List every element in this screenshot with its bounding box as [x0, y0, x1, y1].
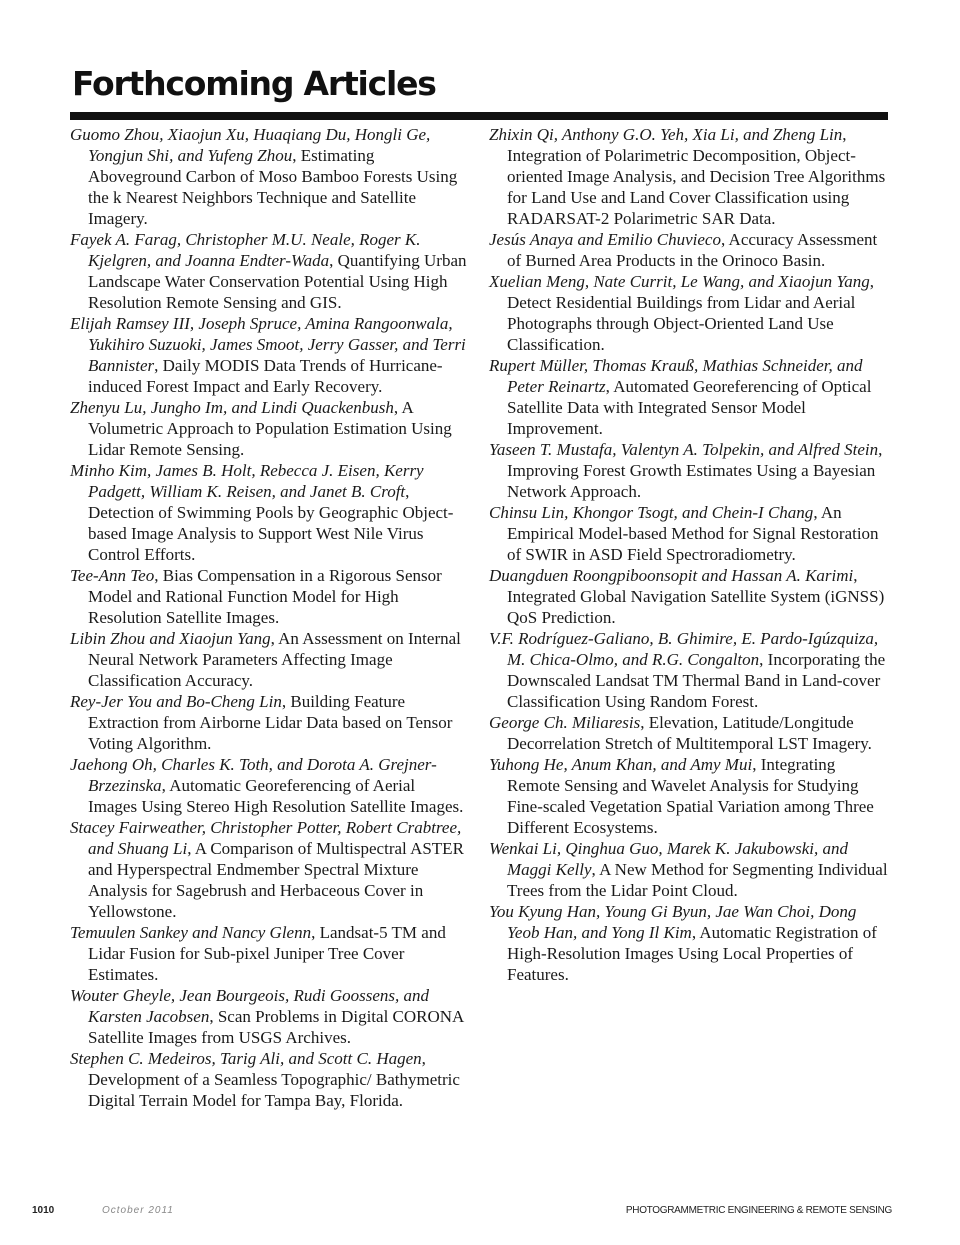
journal-name: PHOTOGRAMMETRIC ENGINEERING & REMOTE SENSING [625, 1205, 892, 1216]
article-authors: Xuelian Meng, Nate Currit, Le Wang, and Xiaojun Yang [489, 272, 870, 291]
article-entry: Yuhong He, Anum Khan, and Amy Mui, Integrating Remote Sensing and Wavelet Analysis for Studying Fine-scaled Vegetation Spatial Variation among Three Different Ecosystems. [489, 755, 874, 837]
article-title: Automated Georeferencing of Optical Satellite Data with Integrated Sensor Model Improvement. [507, 377, 872, 438]
article-authors: George Ch. Miliaresis [489, 713, 641, 732]
article-entry: Yaseen T. Mustafa, Valentyn A. Tolpekin, and Alfred Stein, Improving Forest Growth Estimates Using a Bayesian Network Approach. [489, 440, 883, 501]
article-title: Estimating Aboveground Carbon of Moso Bamboo Forests Using the k Nearest Neighbors Technique and Satellite Imagery. [88, 146, 458, 228]
article-entry: Wenkai Li, Qinghua Guo, Marek K. Jakubowski, and Maggi Kelly, A New Method for Segmenting Individual Trees from the Lidar Point Cloud. [489, 839, 888, 900]
article-title: Improving Forest Growth Estimates Using a Bayesian Network Approach. [507, 461, 876, 501]
article-title: Automatic Georeferencing of Aerial Images Using Stereo High Resolution Satellite Images. [88, 776, 464, 816]
article-authors: Libin Zhou and Xiaojun Yang [70, 629, 271, 648]
page-footer [32, 1205, 892, 1221]
article-authors: Wenkai Li, Qinghua Guo, Marek K. Jakubowski, and Maggi Kelly [489, 839, 849, 879]
article-title: Elevation, Latitude/Longitude Decorrelation Stretch of Multitemporal LST Imagery. [507, 713, 872, 753]
article-title: Building Feature Extraction from Airborne Lidar Data based on Tensor Voting Algorithm. [88, 692, 453, 753]
article-authors: Yuhong He, Anum Khan, and Amy Mui [489, 755, 753, 774]
article-entry: Libin Zhou and Xiaojun Yang, An Assessment on Internal Neural Network Parameters Affecting Image Classification Accuracy. [70, 629, 461, 690]
article-title: Integrated Global Navigation Satellite System (iGNSS) QoS Prediction. [507, 587, 885, 627]
article-authors: Minho Kim, James B. Holt, Rebecca J. Eisen, Kerry Padgett, William K. Reisen, and Janet B. Croft [70, 461, 424, 501]
article-title: A Comparison of Multispectral ASTER and Hyperspectral Endmember Spectral Mixture Analysis for Sagebrush and Herbaceous Cover in Yellowstone. [88, 839, 464, 921]
article-authors: Duangduen Roongpiboonsopit and Hassan A. Karimi [489, 566, 854, 585]
article-entry: Wouter Gheyle, Jean Bourgeois, Rudi Goossens, and Karsten Jacobsen, Scan Problems in Digital CORONA Satellite Images from USGS Archives. [70, 986, 464, 1047]
article-authors: Jesús Anaya and Emilio Chuvieco [489, 230, 721, 249]
article-authors: Rey-Jer You and Bo-Cheng Lin [70, 692, 282, 711]
article-entry: Zhenyu Lu, Jungho Im, and Lindi Quackenbush, A Volumetric Approach to Population Estimation Using Lidar Remote Sensing. [70, 398, 452, 459]
article-entry: Fayek A. Farag, Christopher M.U. Neale, Roger K. Kjelgren, and Joanna Endter-Wada, Quantifying Urban Landscape Water Conservation Potential Using High Resolution Remote Sensing and GIS. [70, 230, 467, 312]
article-authors: Temuulen Sankey and Nancy Glenn [70, 923, 312, 942]
article-entry: Guomo Zhou, Xiaojun Xu, Huaqiang Du, Hongli Ge, Yongjun Shi, and Yufeng Zhou, Estimating Aboveground Carbon of Moso Bamboo Forests Using the k Nearest Neighbors Technique and Satellite Imagery. [70, 125, 458, 228]
article-title: Detection of Swimming Pools by Geographic Object-based Image Analysis to Support West Nile Virus Control Efforts. [88, 503, 454, 564]
article-authors: Fayek A. Farag, Christopher M.U. Neale, Roger K. Kjelgren, and Joanna Endter-Wada [70, 230, 421, 270]
article-entry: Minho Kim, James B. Holt, Rebecca J. Eisen, Kerry Padgett, William K. Reisen, and Janet B. Croft, Detection of Swimming Pools by Geographic Object-based Image Analysis to Support West Nile Virus Control Efforts. [70, 461, 454, 564]
article-title: Quantifying Urban Landscape Water Conservation Potential Using High Resolution Remote Sensing and GIS. [88, 251, 467, 312]
page-title: Forthcoming Articles [72, 64, 436, 103]
article-authors: Stephen C. Medeiros, Tarig Ali, and Scott C. Hagen [70, 1049, 422, 1068]
article-entry: Jesús Anaya and Emilio Chuvieco, Accuracy Assessment of Burned Area Products in the Orinoco Basin. [489, 230, 878, 270]
right-column [489, 124, 891, 985]
article-title: Development of a Seamless Topographic/ Bathymetric Digital Terrain Model for Tampa Bay, Florida. [88, 1070, 460, 1110]
article-authors: Chinsu Lin, Khongor Tsogt, and Chein-I Chang [489, 503, 814, 522]
article-entry: Xuelian Meng, Nate Currit, Le Wang, and Xiaojun Yang, Detect Residential Buildings from Lidar and Aerial Photographs through Object-Oriented Land Use Classification. [489, 272, 875, 354]
article-title: A New Method for Segmenting Individual Trees from the Lidar Point Cloud. [507, 860, 888, 900]
issue-date: October 2011 [102, 1205, 174, 1216]
article-entry: George Ch. Miliaresis, Elevation, Latitude/Longitude Decorrelation Stretch of Multitemporal LST Imagery. [489, 713, 872, 753]
article-entry: Rey-Jer You and Bo-Cheng Lin, Building Feature Extraction from Airborne Lidar Data based on Tensor Voting Algorithm. [70, 692, 453, 753]
article-title: An Assessment on Internal Neural Network Parameters Affecting Image Classification Accuracy. [88, 629, 461, 690]
article-authors: Stacey Fairweather, Christopher Potter, Robert Crabtree, and Shuang Li [70, 818, 462, 858]
article-title: Landsat-5 TM and Lidar Fusion for Sub-pixel Juniper Tree Cover Estimates. [88, 923, 446, 984]
article-entry: V.F. Rodríguez-Galiano, B. Ghimire, E. Pardo-Igúzquiza, M. Chica-Olmo, and R.G. Congalton, Incorporating the Downscaled Landsat TM Thermal Band in Land-cover Classification Using Random Forest. [489, 629, 886, 711]
article-authors: Jaehong Oh, Charles K. Toth, and Dorota A. Grejner-Brzezinska [70, 755, 437, 795]
page-number: 1010 [32, 1205, 55, 1216]
article-entry: Chinsu Lin, Khongor Tsogt, and Chein-I Chang, An Empirical Model-based Method for Signal Restoration of SWIR in ASD Field Spectroradiometry. [489, 503, 879, 564]
article-entry: Stacey Fairweather, Christopher Potter, Robert Crabtree, and Shuang Li, A Comparison of Multispectral ASTER and Hyperspectral Endmember Spectral Mixture Analysis for Sagebrush and Herbaceous Cover in Yellowstone. [70, 818, 464, 921]
article-authors: Rupert Müller, Thomas Krauß, Mathias Schneider, and Peter Reinartz [489, 356, 863, 396]
article-authors: Yaseen T. Mustafa, Valentyn A. Tolpekin, and Alfred Stein [489, 440, 879, 459]
article-authors: Guomo Zhou, Xiaojun Xu, Huaqiang Du, Hongli Ge, Yongjun Shi, and Yufeng Zhou [70, 125, 431, 165]
left-column [70, 124, 468, 1111]
article-title: Integrating Remote Sensing and Wavelet Analysis for Studying Fine-scaled Vegetation Spatial Variation among Three Different Ecosystems. [507, 755, 874, 837]
article-entry: Jaehong Oh, Charles K. Toth, and Dorota A. Grejner-Brzezinska, Automatic Georeferencing of Aerial Images Using Stereo High Resolution Satellite Images. [70, 755, 464, 816]
title-rule [70, 112, 888, 120]
article-authors: Tee-Ann Teo [70, 566, 155, 585]
article-authors: Zhenyu Lu, Jungho Im, and Lindi Quackenbush [70, 398, 394, 417]
article-title: Bias Compensation in a Rigorous Sensor Model and Rational Function Model for High Resolution Satellite Images. [88, 566, 442, 627]
article-authors: Zhixin Qi, Anthony G.O. Yeh, Xia Li, and Zheng Lin [489, 125, 843, 144]
article-entry: Elijah Ramsey III, Joseph Spruce, Amina Rangoonwala, Yukihiro Suzuoki, James Smoot, Jerry Gasser, and Terri Bannister, Daily MODIS Data Trends of Hurricane-induced Forest Impact and Early Recovery. [70, 314, 466, 396]
article-entry: Duangduen Roongpiboonsopit and Hassan A. Karimi, Integrated Global Navigation Satellite System (iGNSS) QoS Prediction. [489, 566, 885, 627]
article-title: Incorporating the Downscaled Landsat TM Thermal Band in Land-cover Classification Using Random Forest. [507, 650, 886, 711]
article-title: Scan Problems in Digital CORONA Satellite Images from USGS Archives. [88, 1007, 464, 1047]
article-entry: Rupert Müller, Thomas Krauß, Mathias Schneider, and Peter Reinartz, Automated Georeferencing of Optical Satellite Data with Integrated Sensor Model Improvement. [489, 356, 872, 438]
article-authors: You Kyung Han, Young Gi Byun, Jae Wan Choi, Dong Yeob Han, and Yong Il Kim [489, 902, 857, 942]
article-title: A Volumetric Approach to Population Estimation Using Lidar Remote Sensing. [88, 398, 452, 459]
article-entry: Stephen C. Medeiros, Tarig Ali, and Scott C. Hagen, Development of a Seamless Topographic/ Bathymetric Digital Terrain Model for Tampa Bay, Florida. [70, 1049, 460, 1110]
article-entry: Tee-Ann Teo, Bias Compensation in a Rigorous Sensor Model and Rational Function Model for High Resolution Satellite Images. [70, 566, 442, 627]
article-title: Daily MODIS Data Trends of Hurricane-induced Forest Impact and Early Recovery. [88, 356, 443, 396]
article-title: Automatic Registration of High-Resolution Images Using Local Properties of Features. [507, 923, 877, 984]
article-authors: V.F. Rodríguez-Galiano, B. Ghimire, E. Pardo-Igúzquiza, M. Chica-Olmo, and R.G. Congalton [489, 629, 879, 669]
article-title: Detect Residential Buildings from Lidar and Aerial Photographs through Object-Oriented Land Use Classification. [507, 293, 856, 354]
article-authors: Wouter Gheyle, Jean Bourgeois, Rudi Goossens, and Karsten Jacobsen [70, 986, 429, 1026]
article-entry: You Kyung Han, Young Gi Byun, Jae Wan Choi, Dong Yeob Han, and Yong Il Kim, Automatic Registration of High-Resolution Images Using Local Properties of Features. [489, 902, 877, 984]
article-title: Accuracy Assessment of Burned Area Products in the Orinoco Basin. [507, 230, 878, 270]
article-entry: Zhixin Qi, Anthony G.O. Yeh, Xia Li, and Zheng Lin, Integration of Polarimetric Decomposition, Object-oriented Image Analysis, and Decision Tree Algorithms for Land Use and Land Cover Classification using RADARSAT-2 Polarimetric SAR Data. [489, 125, 886, 228]
article-title: Integration of Polarimetric Decomposition, Object-oriented Image Analysis, and Decision Tree Algorithms for Land Use and Land Cover Classification using RADARSAT-2 Polarimetric SAR Data. [507, 146, 886, 228]
article-authors: Elijah Ramsey III, Joseph Spruce, Amina Rangoonwala, Yukihiro Suzuoki, James Smoot, Jerry Gasser, and Terri Bannister [70, 314, 466, 375]
article-title: An Empirical Model-based Method for Signal Restoration of SWIR in ASD Field Spectroradiometry. [507, 503, 879, 564]
article-entry: Temuulen Sankey and Nancy Glenn, Landsat-5 TM and Lidar Fusion for Sub-pixel Juniper Tree Cover Estimates. [70, 923, 446, 984]
